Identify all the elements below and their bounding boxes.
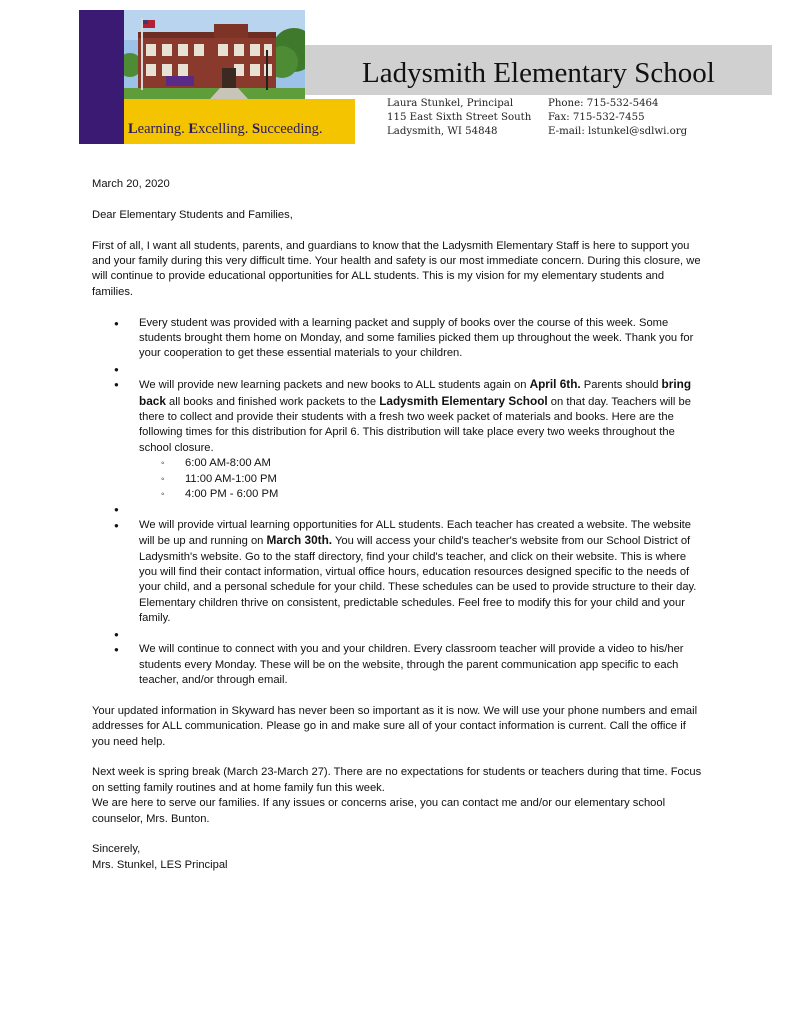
bullet-connect: ● We will continue to connect with you and your children. Every classroom teacher will provide a video to his/her students every Monday. These will be on the website, through the parent communication app specific to each teacher, and/or through email.	[92, 642, 702, 688]
distribution-time: ◦ 4:00 PM - 6:00 PM	[139, 487, 702, 502]
phone-fax-email-block	[548, 97, 687, 139]
intro-paragraph: First of all, I want all students, parents, and guardians to know that the Ladysmith Elementary Staff is here to support you and your family during this very difficult time. Your health and safety is our most immediate concern. During this closure, we will continue to provide educational opportunities for ALL students. This is my vision for my elementary students and families.	[92, 239, 701, 298]
street-address: 115 East Sixth Street South	[387, 112, 532, 123]
date-april-6: April 6th.	[529, 377, 581, 392]
distribution-time: ◦ 11:00 AM-1:00 PM	[139, 472, 702, 487]
fax-number: Fax: 715-532-7455	[548, 112, 645, 123]
bullet-new-packets: ● We will provide new learning packets and new books to ALL students again on April 6th. Parents should bring back all books and finished work packets to the Ladysmith Elementary School on that day. Teachers will be there to collect and provide their students with a fresh two week packet of materials and books. Here are the following times for this distribution for April 6. This distribution will take place every two weeks throughout the school closure. ◦ 6:00 AM-8:00 AM ◦ 11:00 AM-1:00 PM ◦ 4:00 PM - 6:00 PM	[92, 377, 702, 502]
email-address: E-mail: lstunkel@sdlwi.org	[548, 126, 688, 137]
letter-date: March 20, 2020	[92, 178, 170, 190]
date-march-30: March 30th.	[266, 533, 333, 548]
distribution-time: ◦ 6:00 AM-8:00 AM	[139, 456, 702, 471]
principal-address-block	[387, 97, 531, 139]
principal-name: Laura Stunkel, Principal	[387, 98, 514, 109]
school-motto: Learning. Excelling. Succeeding.	[128, 121, 323, 137]
closing: Sincerely,	[92, 843, 141, 856]
school-name: Ladysmith Elementary School	[362, 57, 715, 89]
school-building-photo	[124, 10, 305, 99]
bullet-virtual-learning: ● We will provide virtual learning opportunities for ALL students. Each teacher has created a website. The website will be up and running on March 30th. You will access your child's teacher's website from our School District of Ladysmith's website. Go to the staff directory, find your child's teacher, and click on their website. This is where you will find their contact information, virtual office hours, education resources designed specific to the needs of your child, and a personal schedule for your child. These schedules can be used to provide structure to their day. Elementary children thrive on consistent, predictable schedules. Feel free to modify this for your child and your family.	[92, 518, 702, 627]
phone-number: Phone: 715-532-5464	[548, 98, 659, 109]
salutation: Dear Elementary Students and Families,	[92, 208, 293, 221]
serve-paragraph: We are here to serve our families. If any issues or concerns arise, you can contact me and/or our elementary school counselor, Mrs. Bunton.	[92, 797, 666, 825]
skyward-paragraph: Your updated information in Skyward has never been so important as it is now. We will use your phone numbers and email addresses for ALL communication. Please go in and make sure all of your contact information is current. Call the office if you need help.	[92, 704, 698, 748]
letter-body	[92, 177, 702, 873]
letterhead-purple-bar	[79, 10, 124, 144]
spring-break-paragraph: Next week is spring break (March 23-March 27). There are no expectations for students or teachers during that time. Focus on setting family routines and at home family fun this week.	[92, 766, 702, 794]
plan-bullet-list	[92, 316, 702, 689]
school-name-emphasis: Ladysmith Elementary School	[379, 393, 548, 408]
bullet-learning-packets: ● Every student was provided with a learning packet and supply of books over the course of this week. Some students brought them home on Monday, and some families picked them up throughout the week. Thank you for your cooperation to get these essential materials to your children.	[92, 316, 702, 362]
signature: Mrs. Stunkel, LES Principal	[92, 858, 228, 871]
city-state-zip: Ladysmith, WI 54848	[387, 126, 498, 137]
bring-back-emphasis: bring back	[139, 377, 692, 408]
distribution-times-list	[139, 456, 702, 502]
